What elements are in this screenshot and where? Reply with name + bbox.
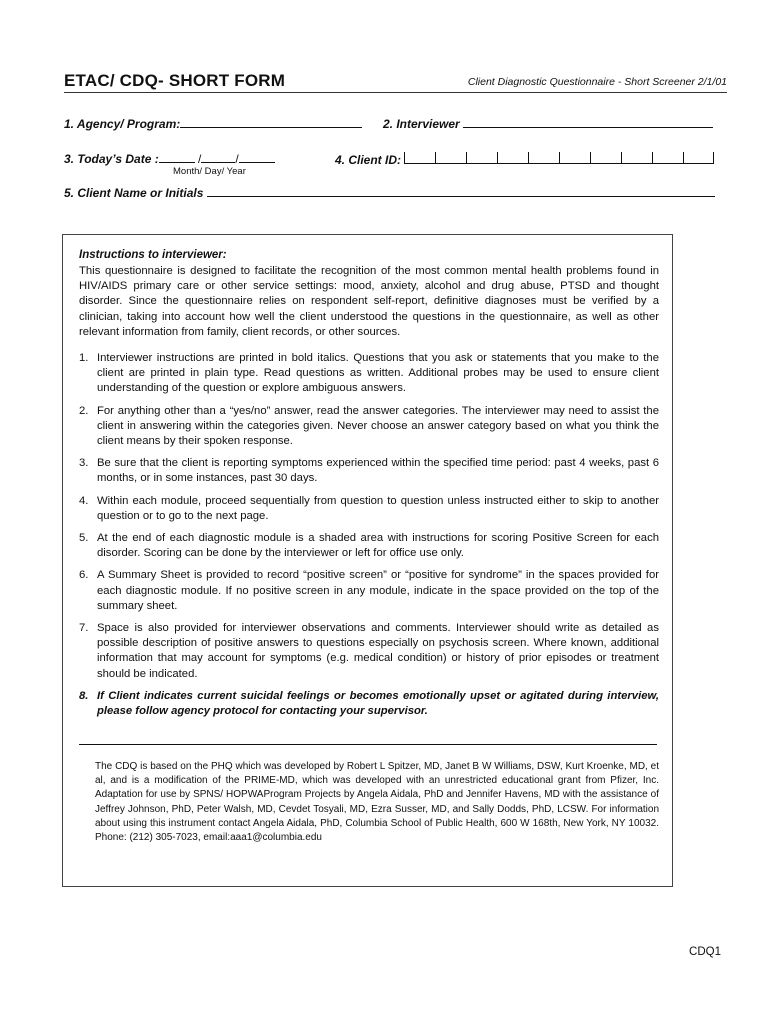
instruction-item: [79, 404, 659, 450]
form-header: [64, 71, 727, 93]
client-id-label: 4. Client ID:: [335, 153, 402, 167]
instruction-item: [79, 568, 659, 614]
interviewer-label: 2. Interviewer: [383, 117, 460, 131]
client-id-box[interactable]: [528, 152, 559, 164]
client-name-field: [64, 186, 715, 200]
agency-field: [64, 117, 362, 131]
instruction-text: Be sure that the client is reporting symptoms experienced within the specified time period: past 4 weeks, past 6 months, or in some instances, past 30 days.: [97, 457, 659, 485]
instruction-text: For anything other than a “yes/no” answer, read the answer categories. The interviewer may need to assist the client in answering within the categories given. Never choose an answer category based on what you think the client means by their spoken response.: [97, 404, 659, 448]
page-label: CDQ1: [689, 946, 721, 958]
instruction-text: Interviewer instructions are printed in bold italics. Questions that you ask or statements that you make to the client are printed in plain type. Read questions as written. Additional probes may be used to ensure client understanding of the question or explore ambiguous answers.: [97, 352, 659, 395]
client-id-box[interactable]: [435, 152, 466, 164]
interviewer-field: [383, 117, 713, 131]
instruction-text: At the end of each diagnostic module is a shaded area with instructions for scoring Positive Screen for each disorder. Scoring can be done by the interviewer or left for office use only.: [97, 532, 659, 560]
instruction-text: A Summary Sheet is provided to record “positive screen” or “positive for syndrome” in the spaces provided for each diagnostic module. If no positive screen in any module, indicate in the space provided on the top of the summary sheet.: [97, 569, 659, 612]
instruction-item: [79, 621, 659, 682]
client-id-box[interactable]: [683, 152, 714, 164]
instruction-text: Space is also provided for interviewer observations and comments. Interviewer should write as detailed as possible description of positive answers to questions especially on psychosis screen. Where known, additional information that may account for symptoms (e.g. medical condition) or history of prior episodes or treatment should be indicated.: [97, 622, 659, 680]
divider: [79, 744, 657, 745]
instruction-item: [79, 494, 659, 524]
client-id-box[interactable]: [590, 152, 621, 164]
client-id-field: [335, 152, 714, 167]
client-name-input-line[interactable]: [207, 186, 715, 197]
instruction-number: 6.: [79, 569, 89, 582]
agency-input-line[interactable]: [180, 117, 362, 128]
instruction-number: 7.: [79, 622, 89, 635]
instruction-item: [79, 456, 659, 486]
instruction-item: [79, 351, 659, 397]
form-subtitle: Client Diagnostic Questionnaire - Short Screener 2/1/01: [467, 76, 727, 88]
date-year-line[interactable]: [239, 152, 275, 163]
instructions-box: [62, 234, 673, 887]
agency-label: 1. Agency/ Program:: [64, 117, 181, 131]
client-id-box[interactable]: [466, 152, 497, 164]
instruction-text: If Client indicates current suicidal feelings or becomes emotionally upset or agitated during interview, please follow agency protocol for contacting your supervisor.: [97, 689, 659, 718]
client-id-box[interactable]: [652, 152, 683, 164]
form-title: ETAC/ CDQ- SHORT FORM: [64, 71, 286, 90]
interviewer-input-line[interactable]: [463, 117, 713, 128]
instructions-heading: Instructions to interviewer:: [79, 249, 227, 261]
date-separator: /: [198, 152, 202, 166]
client-id-box[interactable]: [497, 152, 528, 164]
instruction-number: 1.: [79, 352, 89, 364]
attribution-footnote: The CDQ is based on the PHQ which was developed by Robert L Spitzer, MD, Janet B W Williams, DSW, Kurt Kroenke, MD, et al, and is a modification of the PRIME-MD, which was developed with an unrestricted educational grant from Pfizer, Inc. Adaptation for use by SPNS/ HOPWAProgram Projects by Angela Aidala, PhD and Jennifer Havens, MD with the assistance of Jeffrey Johnson, PhD, Peter Walsh, MD, Cevdet Tosyali, MD, Ezra Susser, MD, and Sally Dodds, PhD, LCSW. For information about using this instrument contact Angela Aidala, PhD, Columbia School of Public Health, 600 W 168th, New York, NY 10032. Phone: (212) 305-7023, email:aaa1@columbia.edu: [95, 761, 659, 844]
instruction-item-suicide-protocol: [79, 689, 659, 719]
date-day-line[interactable]: [201, 152, 235, 163]
instruction-number: 2.: [79, 404, 89, 417]
client-id-box[interactable]: [559, 152, 590, 164]
date-label: 3. Today’s Date :: [64, 152, 159, 166]
instructions-intro: This questionnaire is designed to facilitate the recognition of the most common mental health problems found in HIV/AIDS primary care or other service settings: mood, anxiety, alcohol and drug abuse, PTSD and thought disorder. Since the questionnaire relies on respondent self-report, definitive diagnoses must be verified by a clinician, taking into account how well the client understood the questions in the questionnaire, as well as other relevant information from family, client records, or other sources.: [79, 265, 659, 338]
client-id-box[interactable]: [621, 152, 652, 164]
instruction-number: 3.: [79, 457, 89, 470]
instructions-list: [79, 351, 659, 726]
client-id-box[interactable]: [404, 152, 435, 164]
instruction-number: 5.: [79, 532, 89, 545]
date-field: [64, 152, 275, 166]
date-hint: Month/ Day/ Year: [173, 166, 246, 177]
instruction-number: 4.: [79, 494, 89, 507]
instruction-text: Within each module, proceed sequentially from question to question unless instructed either to skip to another question or to go to the next page.: [97, 494, 659, 522]
client-name-label: 5. Client Name or Initials: [64, 186, 204, 200]
date-separator: /: [235, 152, 239, 166]
instruction-number: 8.: [79, 689, 89, 702]
date-month-line[interactable]: [159, 152, 195, 163]
client-id-boxes[interactable]: [404, 152, 714, 167]
instruction-item: [79, 531, 659, 561]
